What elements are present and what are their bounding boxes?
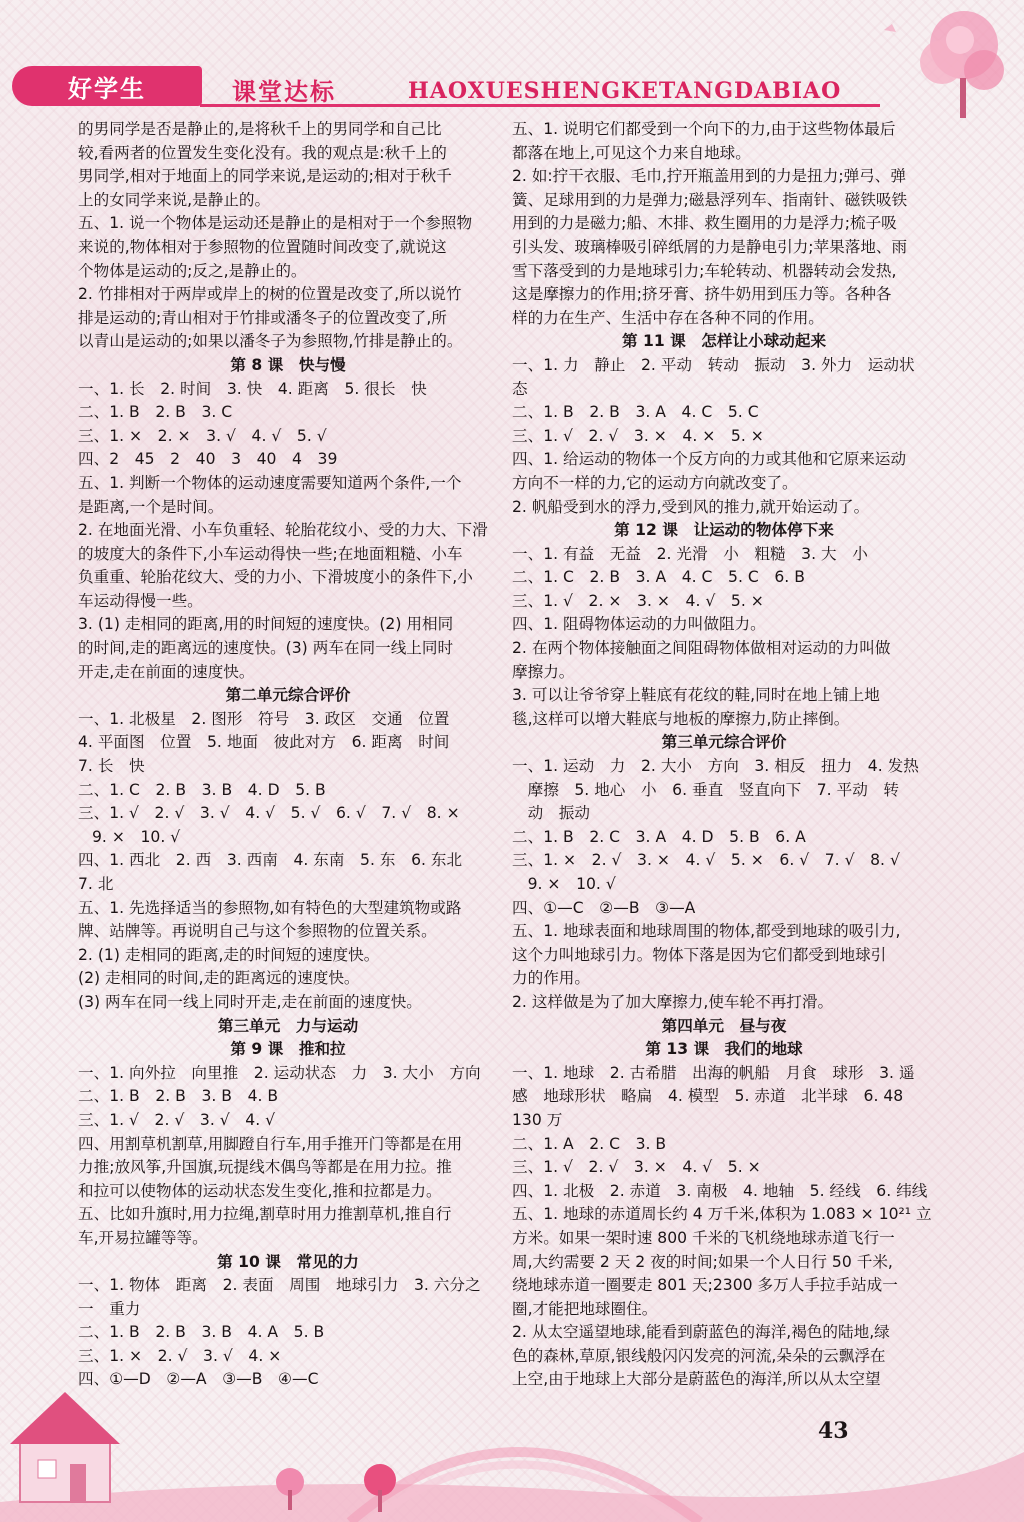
answer-line: 三、1. × 2. √ 3. × 4. √ 5. × 6. √ 7. √ 8. √ [512,851,900,870]
answer-line: 五、1. 地球表面和地球周围的物体,都受到地球的吸引力, [512,922,901,941]
pinyin-title: HAOXUESHENGKETANGDABIAO [408,78,842,104]
answer-line: 摩擦力。 [512,662,575,681]
answer-line: 二、1. B 2. C 3. A 4. D 5. B 6. A [512,827,806,846]
answer-line: 来说的,物体相对于参照物的位置随时间改变了,就说这 [78,237,447,256]
answer-line: 男同学,相对于地面上的同学来说,是运动的;相对于秋千 [78,167,452,186]
answer-line: 一、1. 运动 力 2. 大小 方向 3. 相反 扭力 4. 发热 [512,757,919,776]
answer-line: 一、1. 北极星 2. 图形 符号 3. 政区 交通 位置 [78,709,450,728]
answer-line: 的坡度大的条件下,小车运动得快一些;在地面粗糙、小车 [78,544,463,563]
answer-line: 一 重力 [78,1299,141,1318]
answer-line: 力推;放风筝,升国旗,玩提线木偶鸟等都是在用力拉。推 [78,1158,452,1177]
answer-line: 一、1. 向外拉 向里推 2. 运动状态 力 3. 大小 方向 [78,1063,481,1082]
answer-line: 一、1. 有益 无益 2. 光滑 小 粗糙 3. 大 小 [512,544,868,563]
answer-line: 五、1. 先选择适当的参照物,如有特色的大型建筑物或路 [78,898,462,917]
answer-line: 五、1. 说一个物体是运动还是静止的是相对于一个参照物 [78,214,473,233]
answer-line: 四、①—D ②—A ③—B ④—C [78,1370,319,1389]
answer-line: 力的作用。 [512,969,590,988]
answer-line: 都落在地上,可见这个力来自地球。 [512,143,751,162]
answer-line: 2. 竹排相对于两岸或岸上的树的位置是改变了,所以说竹 [78,285,462,304]
answer-line: 三、1. √ 2. √ 3. × 4. √ 5. × [512,1158,761,1177]
answer-line: 三、1. × 2. √ 3. √ 4. × [78,1346,282,1365]
answer-line: 雪下落受到的力是地球引力;车轮转动、机器转动会发热, [512,261,897,280]
answer-line: 圈,才能把地球圈住。 [512,1299,658,1318]
answer-line: 引头发、玻璃棒吸引碎纸屑的力是静电引力;苹果落地、雨 [512,237,908,256]
answer-line: 个物体是运动的;反之,是静止的。 [78,261,307,280]
answer-line: 色的森林,草原,银线般闪闪发亮的河流,朵朵的云飘浮在 [512,1346,886,1365]
answer-line: (2) 走相同的时间,走的距离远的速度快。 [78,969,360,988]
answer-line: 感 地球形状 略扁 4. 模型 5. 赤道 北半球 6. 48 [512,1087,904,1106]
answer-line: 2. 如:拧干衣服、毛巾,拧开瓶盖用到的力是扭力;弹弓、弹 [512,167,906,186]
answer-line: 负重重、轮胎花纹大、受的力小、下滑坡度小的条件下,小 [78,568,473,587]
lesson-heading: 第 11 课 怎样让小球动起来 [621,332,827,351]
answer-line: 样的力在生产、生活中存在各种不同的作用。 [512,308,824,327]
answer-line: 动 振动 [512,804,590,823]
lesson-heading: 第 13 课 我们的地球 [645,1040,803,1059]
answer-line: 3. 可以让爷爷穿上鞋底有花纹的鞋,同时在地上铺上地 [512,686,880,705]
answer-line: 上的女同学来说,是静止的。 [78,190,271,209]
unit-heading: 第三单元综合评价 [661,733,787,752]
answer-line: 四、1. 西北 2. 西 3. 西南 4. 东南 5. 东 6. 东北 [78,851,463,870]
answer-line: 二、1. C 2. B 3. B 4. D 5. B [78,780,326,799]
answer-line: 摩擦 5. 地心 小 6. 垂直 竖直向下 7. 平动 转 [512,780,899,799]
answer-line: 以青山是运动的;如果以潘冬子为参照物,竹排是静止的。 [78,332,463,351]
answer-line: 2. (1) 走相同的距离,走的时间短的速度快。 [78,945,380,964]
answer-line: 四、1. 阻碍物体运动的力叫做阻力。 [512,615,766,634]
answer-line: 开走,走在前面的速度快。 [78,662,255,681]
answer-line: 上空,由于地球上大部分是蔚蓝色的海洋,所以从太空望 [512,1370,881,1389]
lesson-heading: 第 8 课 快与慢 [230,355,346,374]
answer-line: 一、1. 物体 距离 2. 表面 周围 地球引力 3. 六分之 [78,1276,481,1295]
answer-line: 五、1. 判断一个物体的运动速度需要知道两个条件,一个 [78,473,462,492]
answer-line: 排是运动的;青山相对于竹排或潘冬子的位置改变了,所 [78,308,447,327]
unit-heading: 第二单元综合评价 [225,686,351,705]
answer-line: 四、2 45 2 40 3 40 4 39 [78,450,338,469]
answer-line: 2. 从太空遥望地球,能看到蔚蓝色的海洋,褐色的陆地,绿 [512,1323,890,1342]
unit-heading: 第三单元 力与运动 [217,1016,359,1035]
answer-line: 7. 北 [78,875,114,893]
answer-line: 簧、足球用到的力是弹力;磁悬浮列车、指南针、磁铁吸铁 [512,190,908,209]
lesson-heading: 第 10 课 常见的力 [217,1252,359,1271]
answer-line: 的时间,走的距离远的速度快。(3) 两车在同一线上同时 [78,639,454,658]
answer-line: 3. (1) 走相同的距离,用的时间短的速度快。(2) 用相同 [78,615,454,634]
answer-line: 二、1. B 2. B 3. A 4. C 5. C [512,403,759,422]
answer-line: 三、1. √ 2. √ 3. × 4. × 5. × [512,426,764,445]
answer-line: 二、1. B 2. B 3. B 4. A 5. B [78,1323,325,1342]
answer-line: 这是摩擦力的作用;挤牙膏、挤牛奶用到压力等。各种各 [512,285,892,304]
answer-line: 一、1. 长 2. 时间 3. 快 4. 距离 5. 很长 快 [78,379,427,398]
answer-line: 2. 这样做是为了加大摩擦力,使车轮不再打滑。 [512,992,834,1011]
answer-line: 方米。如果一架时速 800 千米的飞机绕地球赤道飞行一 [512,1228,895,1247]
answer-line: 四、1. 给运动的物体一个反方向的力或其他和它原来运动 [512,450,907,469]
answer-line: 牌、站牌等。再说明自己与这个参照物的位置关系。 [78,922,437,941]
answer-line: 用到的力是磁力;船、木排、救生圈用的力是浮力;梳子吸 [512,214,897,233]
lesson-heading: 第 12 课 让运动的物体停下来 [614,521,834,540]
answer-line: 四、用割草机割草,用脚蹬自行车,用手推开门等都是在用 [78,1134,463,1153]
footer-decoration-icon [0,1352,1024,1522]
answer-line: 周,大约需要 2 天 2 夜的时间;如果一个人日行 50 千米, [512,1252,893,1271]
left-answer-column [78,118,498,1392]
answer-line: 五、1. 地球的赤道周长约 4 万千米,体积为 1.083 × 10²¹ 立 [512,1205,932,1224]
answer-line: 7. 长 快 [78,757,145,776]
answer-line: 9. × 10. √ [512,875,616,893]
answer-line: 二、1. C 2. B 3. A 4. C 5. C 6. B [512,568,805,587]
answer-line: 是距离,一个是时间。 [78,497,224,516]
series-title: 课堂达标 [232,78,336,106]
answer-line: 一、1. 地球 2. 古希腊 出海的帆船 月食 球形 3. 遥 [512,1063,915,1082]
answer-line: 二、1. A 2. C 3. B [512,1134,667,1153]
answer-line: 方向不一样的力,它的运动方向就改变了。 [512,473,798,492]
answer-line: 车运动得慢一些。 [78,591,203,610]
answer-line: 三、1. √ 2. √ 3. √ 4. √ [78,1110,276,1129]
answer-line: 二、1. B 2. B 3. B 4. B [78,1087,279,1106]
answer-line: 三、1. × 2. × 3. √ 4. √ 5. √ [78,426,327,445]
answer-line: 态 [512,379,528,398]
right-answer-column [512,118,936,1392]
answer-line: (3) 两车在同一线上同时开走,走在前面的速度快。 [78,992,422,1011]
answer-line: 2. 帆船受到水的浮力,受到风的推力,就开始运动了。 [512,497,870,516]
answer-line: 五、比如升旗时,用力拉绳,割草时用力推割草机,推自行 [78,1205,452,1224]
answer-line: 车,开易拉罐等等。 [78,1228,208,1247]
lesson-heading: 第 9 课 推和拉 [230,1040,346,1059]
answer-line: 较,看两者的位置发生变化没有。我的观点是:秋千上的 [78,143,447,162]
tree-decoration-icon [864,0,1014,130]
answer-line: 二、1. B 2. B 3. C [78,403,233,422]
unit-heading: 第四单元 昼与夜 [661,1016,787,1035]
answer-line: 绕地球赤道一圈要走 801 天;2300 多万人手拉手站成一 [512,1276,898,1295]
answer-line: 一、1. 力 静止 2. 平动 转动 振动 3. 外力 运动状 [512,355,915,374]
answer-line: 和拉可以使物体的运动状态发生变化,推和拉都是力。 [78,1181,442,1200]
answer-line: 130 万 [512,1110,563,1129]
page-number: 43 [818,1418,849,1444]
answer-line: 2. 在地面光滑、小车负重轻、轮胎花纹小、受的力大、下滑 [78,521,488,540]
answer-line: 2. 在两个物体接触面之间阻碍物体做相对运动的力叫做 [512,639,891,658]
answer-line: 9. × 10. √ [92,827,181,846]
answer-line: 三、1. √ 2. √ 3. √ 4. √ 5. √ 6. √ 7. √ 8. × [78,804,460,823]
answer-line: 四、1. 北极 2. 赤道 3. 南极 4. 地轴 5. 经线 6. 纬线 [512,1181,928,1200]
answer-line: 五、1. 说明它们都受到一个向下的力,由于这些物体最后 [512,120,896,138]
answer-line: 4. 平面图 位置 5. 地面 彼此对方 6. 距离 时间 [78,733,450,752]
answer-line: 的男同学是否是静止的,是将秋千上的男同学和自己比 [78,120,442,138]
answer-line: 这个力叫地球引力。物体下落是因为它们都受到地球引 [512,945,887,964]
answer-line: 四、①—C ②—B ③—A [512,898,696,917]
answer-line: 毯,这样可以增大鞋底与地板的摩擦力,防止摔倒。 [512,709,850,728]
answer-line: 三、1. √ 2. × 3. × 4. √ 5. × [512,591,764,610]
brand-label: 好学生 [12,66,202,106]
page-header [0,0,1024,130]
